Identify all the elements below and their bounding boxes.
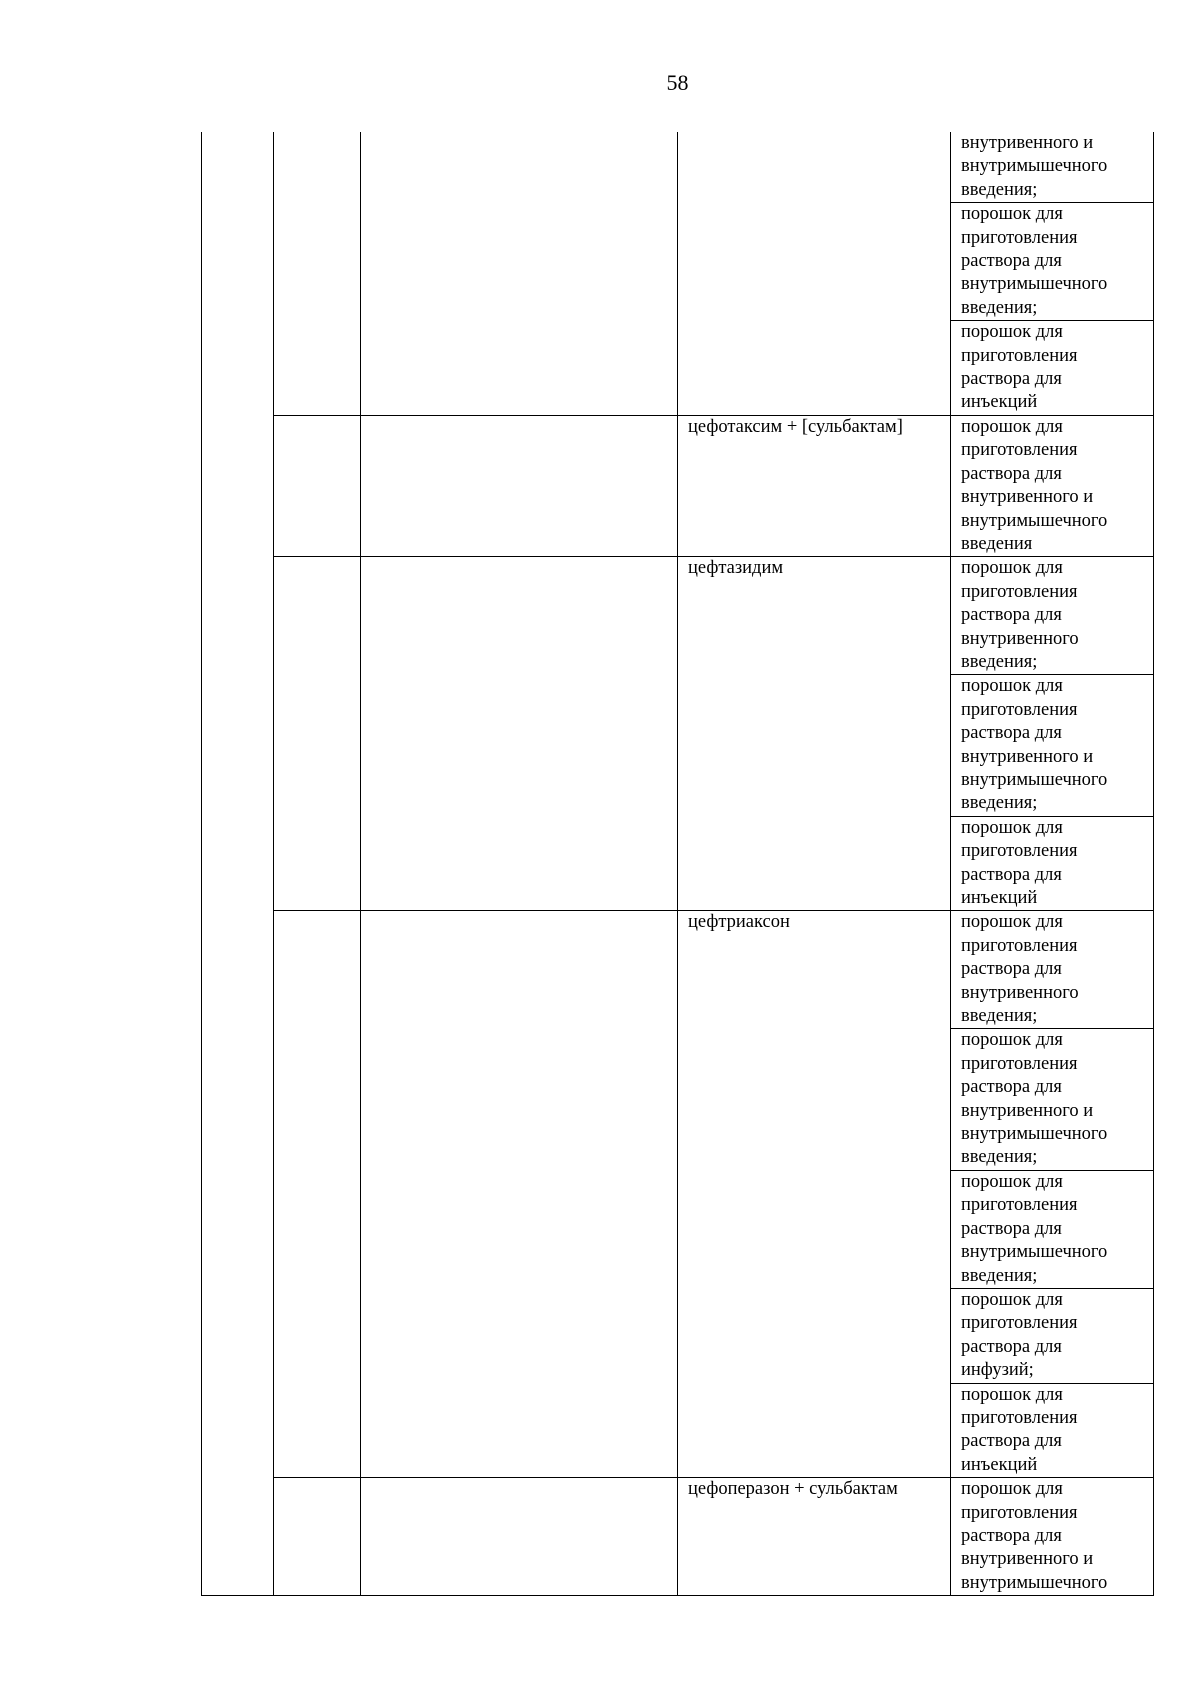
dosage-form: порошок для приготовления раствора для внутривенного введения; xyxy=(961,558,1079,672)
dosage-form: внутривенного и внутримышечного введения; xyxy=(961,133,1108,200)
table-row xyxy=(202,415,1154,556)
page-number: 58 xyxy=(666,70,689,95)
dosage-form-cell xyxy=(951,1288,1154,1383)
dosage-form-cell xyxy=(951,132,1154,203)
atc-group-cell xyxy=(361,911,678,1478)
table-row xyxy=(202,132,1154,203)
drug-name-cell xyxy=(678,911,951,1478)
atc-code-cell xyxy=(274,1478,361,1596)
atc-group-cell xyxy=(361,557,678,911)
drug-table xyxy=(201,132,1154,1596)
atc-group-cell xyxy=(361,415,678,556)
dosage-form: порошок для приготовления раствора для внутривенного и внутримышечного введения; xyxy=(961,1030,1108,1168)
atc-code-cell xyxy=(274,911,361,1478)
atc-group-cell xyxy=(361,132,678,415)
drug-name: цефтриаксон xyxy=(688,912,790,933)
atc-code-cell xyxy=(274,415,361,556)
drug-name-cell xyxy=(678,132,951,415)
drug-name-cell xyxy=(678,415,951,556)
dosage-form-cell xyxy=(951,1383,1154,1478)
dosage-form-cell xyxy=(951,321,1154,416)
dosage-form: порошок для приготовления раствора для внутривенного введения; xyxy=(961,912,1079,1027)
dosage-form: порошок для приготовления раствора для инфузий; xyxy=(961,1289,1078,1381)
dosage-form-cell xyxy=(951,1478,1154,1596)
table-row xyxy=(202,1478,1154,1596)
dosage-form-cell xyxy=(951,203,1154,321)
dosage-form: порошок для приготовления раствора для инъекций xyxy=(961,1384,1078,1475)
atc-code-cell xyxy=(274,132,361,415)
atc-code-cell xyxy=(274,557,361,911)
dosage-form-cell xyxy=(951,415,1154,556)
dosage-form-cell xyxy=(951,1170,1154,1288)
dosage-form-cell xyxy=(951,557,1154,675)
dosage-form: порошок для приготовления раствора для внутривенного и внутримышечного введения xyxy=(961,416,1108,554)
dosage-form-cell xyxy=(951,816,1154,911)
table-row xyxy=(202,557,1154,675)
dosage-form-cell xyxy=(951,675,1154,816)
drug-name-cell xyxy=(678,1478,951,1596)
drug-name: цефотаксим + [сульбактам] xyxy=(688,416,903,437)
dosage-form: порошок для приготовления раствора для внутримышечного введения; xyxy=(961,1171,1108,1286)
dosage-form-cell xyxy=(951,911,1154,1029)
table-row xyxy=(202,911,1154,1029)
drug-name: цефтазидим xyxy=(688,558,784,579)
dosage-form: порошок для приготовления раствора для инъекций xyxy=(961,817,1078,908)
atc-group-cell xyxy=(361,1478,678,1596)
dosage-form: порошок для приготовления раствора для инъекций xyxy=(961,322,1078,413)
dosage-form: порошок для приготовления раствора для внутривенного и внутримышечного xyxy=(961,1479,1108,1593)
group-code-cell xyxy=(202,132,274,1596)
dosage-form: порошок для приготовления раствора для внутривенного и внутримышечного введения; xyxy=(961,676,1108,814)
dosage-form-cell xyxy=(951,1029,1154,1170)
dosage-form: порошок для приготовления раствора для внутримышечного введения; xyxy=(961,204,1108,318)
drug-name-cell xyxy=(678,557,951,911)
drug-table-body xyxy=(202,132,1154,1596)
drug-name: цефоперазон + сульбактам xyxy=(688,1479,898,1500)
